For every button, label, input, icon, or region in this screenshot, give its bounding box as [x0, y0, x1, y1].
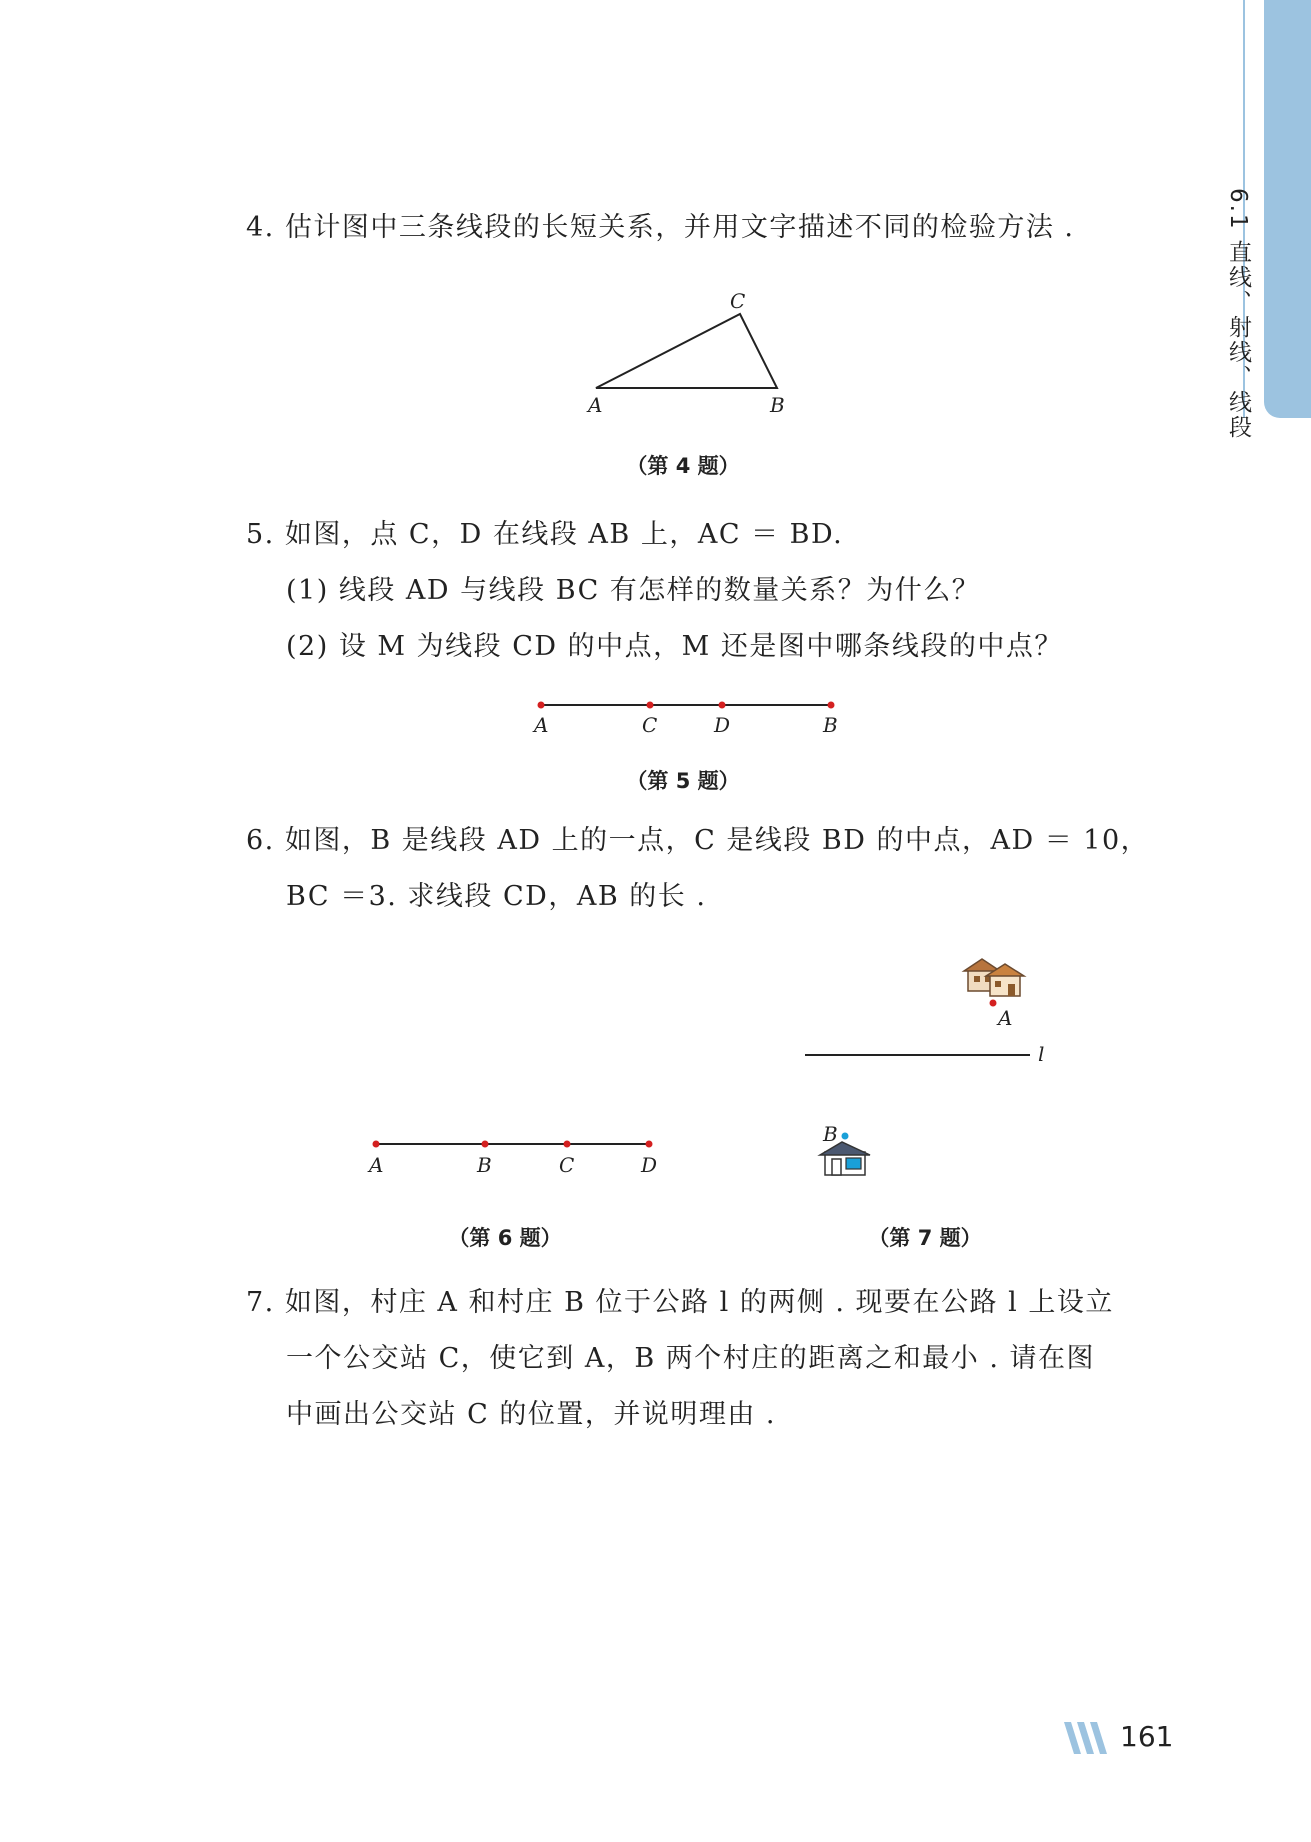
point-b [828, 702, 835, 709]
problem-5-question-1: (1) 线段 AD 与线段 BC 有怎样的数量关系？为什么？ [286, 575, 981, 606]
fig7-label-a: A [998, 1006, 1013, 1030]
problem-6-line-2: BC ＝3. 求线段 CD，AB 的长 . [286, 881, 707, 912]
fig5-label-a: A [534, 713, 549, 737]
fig7-label-l: l [1038, 1042, 1045, 1066]
point-c [564, 1141, 571, 1148]
page-number-stripes-icon [1064, 1722, 1114, 1754]
problem-7-line-2: 一个公交站 C，使它到 A，B 两个村庄的距离之和最小 . 请在图 [286, 1343, 1095, 1374]
problem-7-line-1: 7. 如图，村庄 A 和村庄 B 位于公路 l 的两侧 . 现要在公路 l 上设立 [246, 1287, 1114, 1318]
fig4-label-c: C [730, 289, 746, 313]
side-chapter-tab [1264, 0, 1311, 418]
fig5-label-d: D [714, 713, 731, 737]
figure-7-villages [790, 955, 1060, 1185]
problem-5 [246, 507, 1063, 675]
figure-6-segment [355, 1130, 665, 1185]
figure-7-caption: （第 7 题） [868, 1226, 982, 1250]
figure-5-segment [520, 688, 850, 738]
village-b-icon [820, 1142, 870, 1175]
fig6-label-a: A [369, 1153, 384, 1177]
figure-4-caption: （第 4 题） [626, 454, 740, 478]
point-village-b [842, 1133, 849, 1140]
fig4-label-b: B [770, 393, 785, 417]
fig6-label-b: B [477, 1153, 492, 1177]
fig6-label-d: D [641, 1153, 658, 1177]
problem-4-text: 4. 估计图中三条线段的长短关系，并用文字描述不同的检验方法 . [246, 212, 1075, 243]
village-a-icon [964, 959, 1024, 996]
point-a [538, 702, 545, 709]
figure-6-caption: （第 6 题） [448, 1226, 562, 1250]
problem-6 [246, 813, 1149, 925]
problem-5-text: 5. 如图，点 C，D 在线段 AB 上，AC ＝ BD. [246, 519, 844, 550]
problem-5-question-2: (2) 设 M 为线段 CD 的中点，M 还是图中哪条线段的中点？ [286, 631, 1063, 662]
problem-7 [246, 1275, 1114, 1443]
page-number: 161 [1120, 1720, 1174, 1753]
point-village-a [990, 1000, 997, 1007]
fig4-label-a: A [588, 393, 603, 417]
figure-4-triangle [570, 285, 800, 420]
chapter-section-label: 6.1 直线、射线、线段 [1225, 188, 1251, 440]
point-b [482, 1141, 489, 1148]
fig6-label-c: C [559, 1153, 575, 1177]
figure-5-caption: （第 5 题） [626, 769, 740, 793]
point-d [646, 1141, 653, 1148]
fig7-label-b: B [823, 1122, 838, 1146]
problem-4 [246, 200, 1075, 256]
fig5-label-b: B [823, 713, 838, 737]
point-a [373, 1141, 380, 1148]
point-c [647, 702, 654, 709]
fig5-label-c: C [642, 713, 658, 737]
triangle-abc [596, 314, 777, 388]
problem-7-line-3: 中画出公交站 C 的位置，并说明理由 . [286, 1399, 776, 1430]
point-d [719, 702, 726, 709]
problem-6-line-1: 6. 如图，B 是线段 AD 上的一点，C 是线段 BD 的中点，AD ＝ 10， [246, 825, 1150, 856]
